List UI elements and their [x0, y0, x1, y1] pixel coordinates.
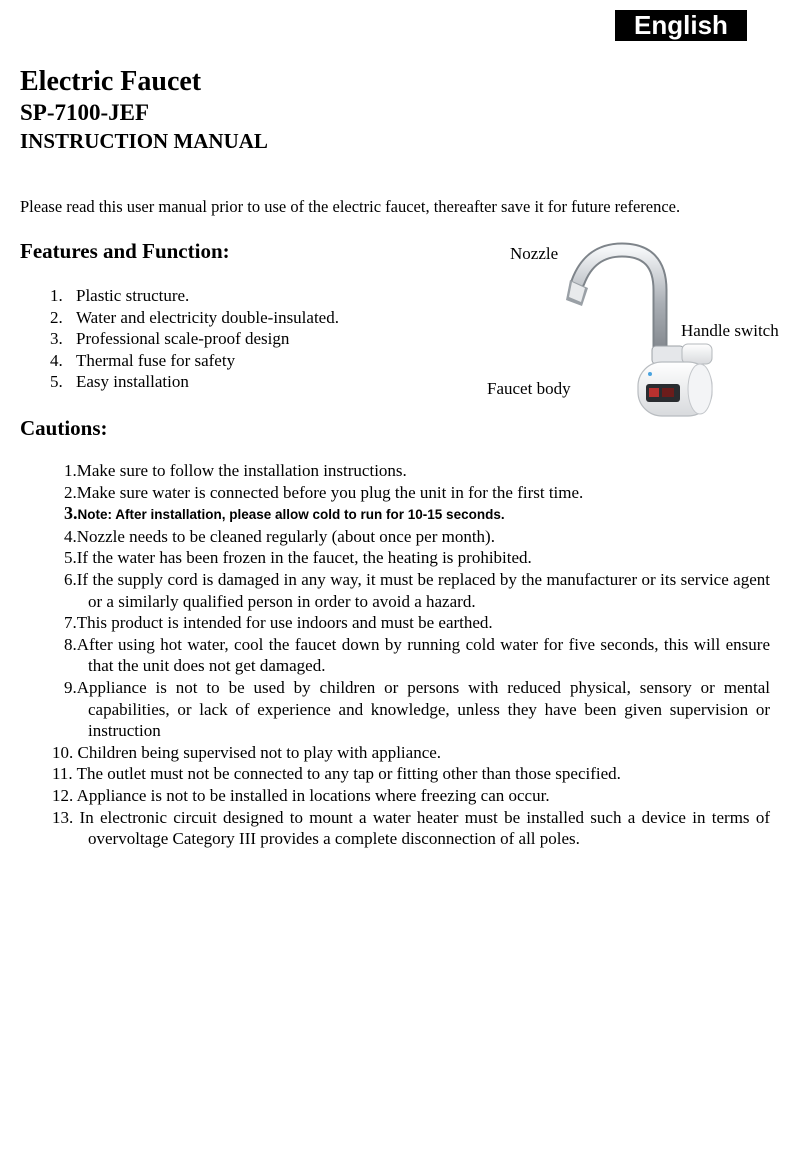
- features-list: [50, 285, 339, 393]
- caution-number: 7.: [64, 613, 77, 633]
- caution-item: [52, 526, 770, 548]
- caution-text: This product is intended for use indoors and must be earthed.: [76, 613, 493, 633]
- feature-text: Thermal fuse for safety: [76, 350, 236, 370]
- caution-item: [52, 569, 770, 612]
- faucet-spout: [566, 250, 660, 358]
- caution-item-note: [52, 503, 770, 526]
- feature-text: Water and electricity double-insulated.: [76, 307, 339, 327]
- feature-number: 5.: [50, 372, 63, 392]
- caution-text: The outlet must not be connected to any tap or fitting other than those specified.: [76, 764, 621, 784]
- caution-text: Make sure water is connected before you plug the unit in for the first time.: [76, 482, 584, 502]
- caution-text: Make sure to follow the installation instructions.: [76, 461, 407, 480]
- caution-text: In electronic circuit designed to mount a water heater must be installed such a device in terms of overvoltage Category III provides a complete disconnection of all poles.: [79, 807, 771, 849]
- caution-item: [52, 785, 770, 807]
- caution-item: [52, 612, 770, 634]
- label-nozzle: Nozzle: [510, 244, 559, 263]
- caution-number: 10.: [52, 742, 74, 762]
- caution-number: 3.: [64, 503, 78, 524]
- feature-item: [50, 307, 339, 329]
- caution-number: 8.: [64, 634, 77, 654]
- caution-text: Nozzle needs to be cleaned regularly (about once per month).: [76, 526, 495, 546]
- caution-text: After using hot water, cool the faucet down by running cold water for five seconds, this will ensure that the unit does not get damaged.: [76, 634, 770, 676]
- model-number: SP-7100-JEF: [20, 100, 150, 125]
- feature-text: Plastic structure.: [76, 286, 190, 305]
- label-faucet-body: Faucet body: [487, 379, 571, 398]
- feature-number: 4.: [50, 350, 63, 370]
- caution-number: 4.: [64, 526, 77, 546]
- caution-item: [52, 634, 770, 677]
- caution-text: If the supply cord is damaged in any way, it must be replaced by the manufacturer or its service agent or a similarly qualified person in order to avoid a hazard.: [76, 569, 770, 611]
- manual-subtitle: INSTRUCTION MANUAL: [20, 129, 268, 153]
- caution-number: 1.: [64, 461, 77, 480]
- feature-number: 2.: [50, 307, 63, 327]
- caution-text: If the water has been frozen in the faucet, the heating is prohibited.: [76, 548, 532, 568]
- caution-item: [52, 547, 770, 569]
- caution-item: [52, 763, 770, 785]
- caution-item: [52, 677, 770, 742]
- caution-item: [52, 482, 770, 504]
- page-title: Electric Faucet: [20, 66, 202, 97]
- caution-number: 2.: [64, 482, 77, 502]
- caution-number: 5.: [64, 548, 77, 568]
- feature-item: [50, 328, 339, 350]
- intro-text: Please read this user manual prior to use of the electric faucet, thereafter save it for future reference.: [20, 197, 681, 216]
- feature-number: 1.: [50, 286, 63, 305]
- feature-item: [50, 285, 339, 307]
- feature-text: Easy installation: [76, 372, 189, 392]
- label-handle-switch: Handle switch: [681, 321, 779, 340]
- caution-number: 11.: [52, 764, 73, 784]
- caution-number: 12.: [52, 785, 74, 805]
- faucet-body: [638, 362, 712, 416]
- caution-number: 6.: [64, 569, 77, 589]
- caution-text: Appliance is not to be installed in locations where freezing can occur.: [76, 785, 550, 805]
- caution-number: 13.: [52, 807, 74, 827]
- caution-text: Appliance is not to be used by children or persons with reduced physical, sensory or mental capabilities, or lack of experience and knowledge, unless they have been given supervision or instruction: [76, 677, 770, 741]
- caution-item: [52, 742, 770, 764]
- caution-number: 9.: [64, 677, 77, 697]
- feature-number: 3.: [50, 329, 63, 349]
- feature-item: [50, 371, 339, 393]
- caution-text: Children being supervised not to play with appliance.: [77, 742, 442, 762]
- feature-text: Professional scale-proof design: [76, 329, 290, 349]
- cautions-list: [52, 460, 770, 850]
- features-heading: Features and Function:: [20, 239, 230, 263]
- caution-item: [52, 807, 770, 850]
- faucet-handle: [652, 344, 712, 364]
- feature-item: [50, 350, 339, 372]
- caution-item: [52, 460, 770, 482]
- language-badge: English: [615, 10, 747, 41]
- cautions-heading: Cautions:: [20, 416, 108, 440]
- caution-text: Note: After installation, please allow cold to run for 10-15 seconds.: [77, 507, 505, 523]
